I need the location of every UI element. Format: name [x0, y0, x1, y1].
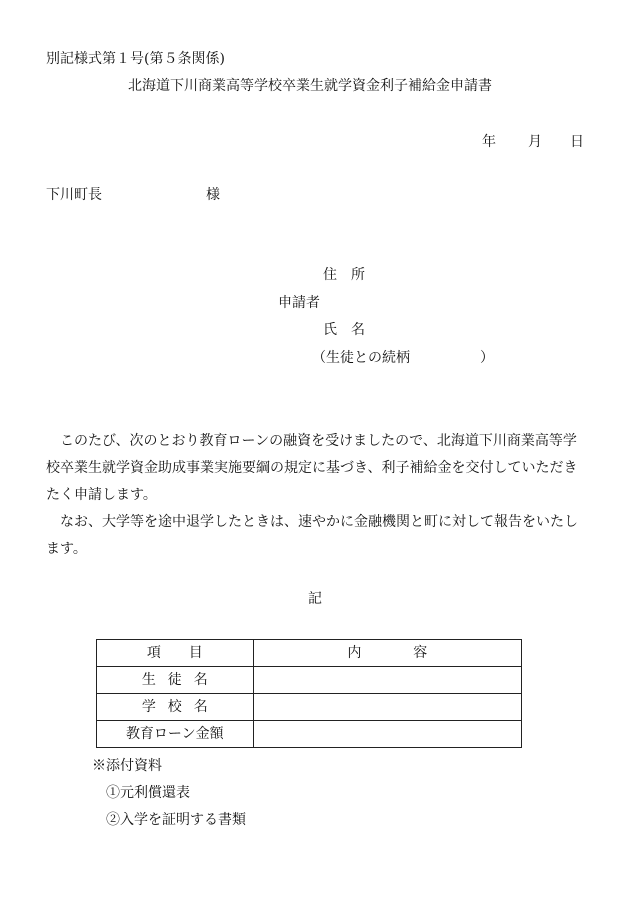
table-row-value[interactable] — [253, 721, 521, 748]
applicant-role-label: 申請者 — [278, 295, 320, 311]
attachment-item: ①元利償還表 — [106, 785, 190, 801]
attachments-heading: ※添付資料 — [92, 758, 162, 774]
table-row-label: 生徒名 — [97, 667, 254, 694]
applicant-address-label: 住所 — [323, 267, 379, 283]
table-header-row — [97, 640, 522, 667]
attachment-item: ②入学を証明する書類 — [106, 812, 246, 828]
table-header-item: 項目 — [97, 640, 254, 667]
relationship-label: （生徒との続柄 — [312, 350, 410, 366]
table-row — [97, 667, 522, 694]
body-paragraph-1: このたび、次のとおり教育ローンの融資を受けましたので、北海道下川商業高等学校卒業生就学資金助成事業実施要綱の規定に基づき、利子補給金を交付していただきたく申請します。 — [46, 433, 578, 503]
date-year-label: 年 — [482, 134, 496, 150]
table-row-label: 教育ローン金額 — [97, 721, 254, 748]
table-row-value[interactable] — [253, 667, 521, 694]
body-paragraph-2: なお、大学等を途中退学したときは、速やかに金融機関と町に対して報告をいたします。 — [46, 514, 578, 557]
relationship-close-paren: ） — [480, 350, 494, 366]
addressee-name: 下川町長 — [46, 187, 102, 203]
application-body — [46, 428, 586, 563]
table-row-value[interactable] — [253, 694, 521, 721]
table-row — [97, 694, 522, 721]
table-row — [97, 721, 522, 748]
table-header-content: 内容 — [253, 640, 521, 667]
form-number: 別記様式第１号(第５条関係) — [46, 51, 225, 67]
table-row-label: 学校名 — [97, 694, 254, 721]
details-table — [96, 639, 522, 748]
date-day-label: 日 — [570, 134, 584, 150]
addressee-honorific: 様 — [206, 187, 220, 203]
applicant-name-label: 氏名 — [323, 322, 379, 338]
ki-label: 記 — [308, 591, 322, 607]
document-title: 北海道下川商業高等学校卒業生就学資金利子補給金申請書 — [128, 78, 492, 94]
date-month-label: 月 — [528, 134, 542, 150]
